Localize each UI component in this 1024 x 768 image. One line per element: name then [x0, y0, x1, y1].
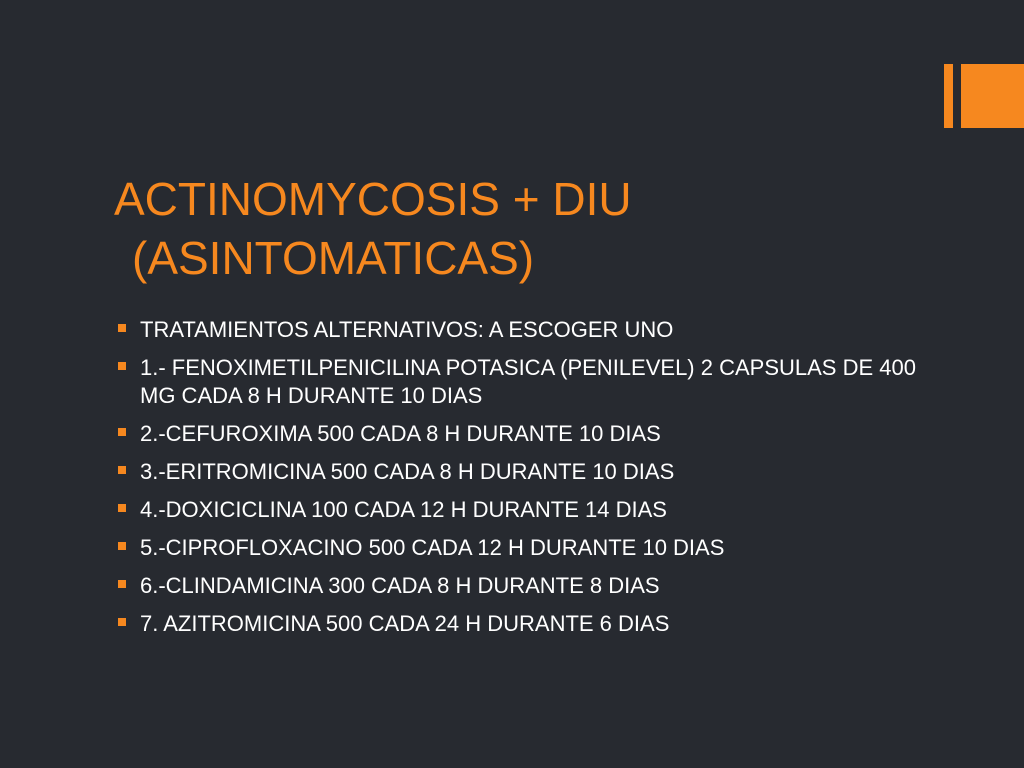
square-bullet-icon: [118, 428, 126, 436]
list-item: [116, 420, 916, 448]
list-item: [116, 354, 916, 410]
list-item-text: 6.-CLINDAMICINA 300 CADA 8 H DURANTE 8 DIAS: [140, 573, 660, 598]
list-item: [116, 496, 916, 524]
accent-bar-thin: [944, 64, 953, 128]
list-item-text: 7. AZITROMICINA 500 CADA 24 H DURANTE 6 DIAS: [140, 611, 670, 636]
square-bullet-icon: [118, 542, 126, 550]
title-line-1: ACTINOMYCOSIS + DIU: [114, 173, 632, 225]
list-item: [116, 610, 916, 638]
square-bullet-icon: [118, 324, 126, 332]
accent-bar-thick: [961, 64, 1024, 128]
title-line-2: (ASINTOMATICAS): [132, 232, 535, 284]
list-item: [116, 534, 916, 562]
list-item: [116, 458, 916, 486]
square-bullet-icon: [118, 362, 126, 370]
square-bullet-icon: [118, 618, 126, 626]
bullet-list: [116, 316, 916, 648]
list-item-text: 3.-ERITROMICINA 500 CADA 8 H DURANTE 10 DIAS: [140, 459, 675, 484]
list-item: [116, 316, 916, 344]
list-item-text: 4.-DOXICICLINA 100 CADA 12 H DURANTE 14 DIAS: [140, 497, 667, 522]
list-item-text: TRATAMIENTOS ALTERNATIVOS: A ESCOGER UNO: [140, 317, 674, 342]
square-bullet-icon: [118, 504, 126, 512]
list-item-text: 5.-CIPROFLOXACINO 500 CADA 12 H DURANTE 10 DIAS: [140, 535, 725, 560]
list-item-text: 2.-CEFUROXIMA 500 CADA 8 H DURANTE 10 DIAS: [140, 421, 661, 446]
list-item-text: 1.- FENOXIMETILPENICILINA POTASICA (PENILEVEL) 2 CAPSULAS DE 400 MG CADA 8 H DURANTE 10 DIAS: [140, 355, 916, 408]
square-bullet-icon: [118, 580, 126, 588]
slide-title: [114, 170, 914, 288]
list-item: [116, 572, 916, 600]
square-bullet-icon: [118, 466, 126, 474]
